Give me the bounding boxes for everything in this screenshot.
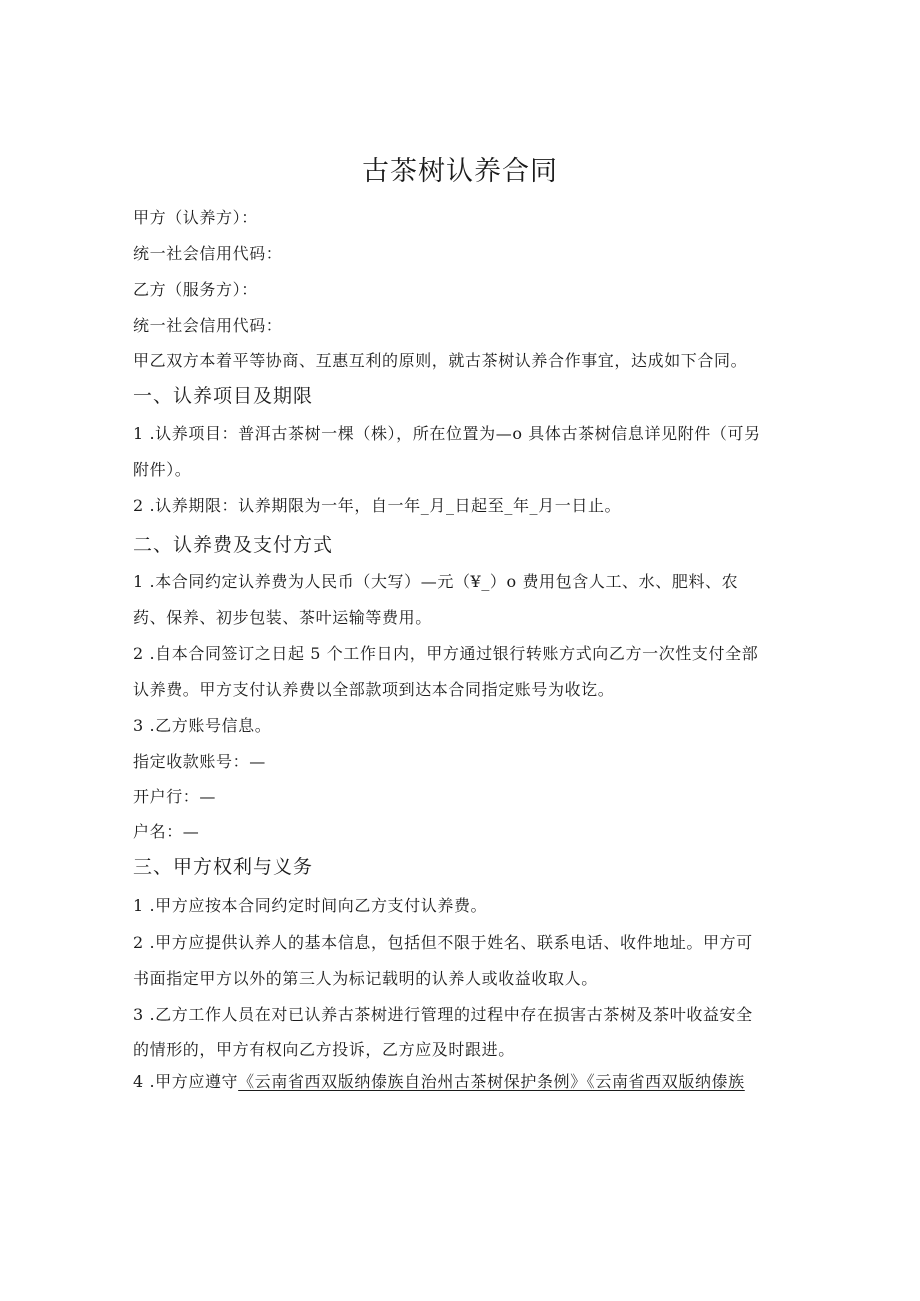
section-2-item-2-line-2: 认养费。甲方支付认养费以全部款项到达本合同指定账号为收讫。 (133, 680, 615, 699)
section-3-item-2-line-1: 2 .甲方应提供认养人的基本信息，包括但不限于姓名、联系电话、收件地址。甲方可 (133, 933, 753, 952)
section-1-item-1-line-1: 1 .认养项目：普洱古茶树一棵（株），所在位置为—o 具体古茶树信息详见附件（可另 (133, 424, 761, 443)
section-1-heading: 一、认养项目及期限 (133, 385, 314, 407)
account-number-line: 指定收款账号：— (133, 752, 266, 771)
section-2-item-1-line-1: 1 .本合同约定认养费为人民币（大写）—元（¥_）o 费用包含人工、水、肥料、农 (133, 572, 739, 591)
section-3-item-4 (133, 1070, 745, 1094)
section-2-item-2-line-1: 2 .自本合同签订之日起 5 个工作日内，甲方通过银行转账方式向乙方一次性支付全部 (133, 644, 759, 663)
party-b-label: 乙方（服务方）： (133, 280, 258, 299)
section-3-heading: 三、甲方权利与义务 (133, 856, 314, 878)
party-a-label: 甲方（认养方）： (133, 208, 258, 227)
party-b-credit-code-label: 统一社会信用代码： (133, 316, 283, 335)
section-3-item-3-line-1: 3 .乙方工作人员在对已认养古茶树进行管理的过程中存在损害古茶树及茶叶收益安全 (133, 1005, 753, 1024)
section-2-item-1-line-2: 药、保养、初步包装、茶叶运输等费用。 (133, 608, 432, 627)
document-title: 古茶树认养合同 (362, 156, 558, 187)
section-3-item-2-line-2: 书面指定甲方以外的第三人为标记载明的认养人或收益收取人。 (133, 969, 598, 988)
intro-paragraph: 甲乙双方本着平等协商、互惠互利的原则，就古茶树认养合作事宜，达成如下合同。 (133, 351, 748, 370)
party-a-credit-code-label: 统一社会信用代码： (133, 244, 283, 263)
regulation-reference: 《云南省西双版纳傣族自治州古茶树保护条例》《云南省西双版纳傣族 (238, 1072, 745, 1091)
bank-line: 开户行：— (133, 787, 217, 806)
account-name-line: 户名：— (133, 822, 200, 841)
section-3-item-3-line-2: 的情形的，甲方有权向乙方投诉，乙方应及时跟进。 (133, 1040, 515, 1059)
section-2-heading: 二、认养费及支付方式 (133, 534, 334, 556)
section-1-item-1-line-2: 附件）。 (133, 460, 192, 479)
section-3-item-1: 1 .甲方应按本合同约定时间向乙方支付认养费。 (133, 896, 488, 915)
section-3-item-4-prefix: 4 .甲方应遵守 (133, 1072, 239, 1091)
section-1-item-2: 2 .认养期限：认养期限为一年，自一年_月_日起至_年_月一日止。 (133, 496, 622, 515)
section-2-item-3: 3 .乙方账号信息。 (133, 716, 272, 735)
